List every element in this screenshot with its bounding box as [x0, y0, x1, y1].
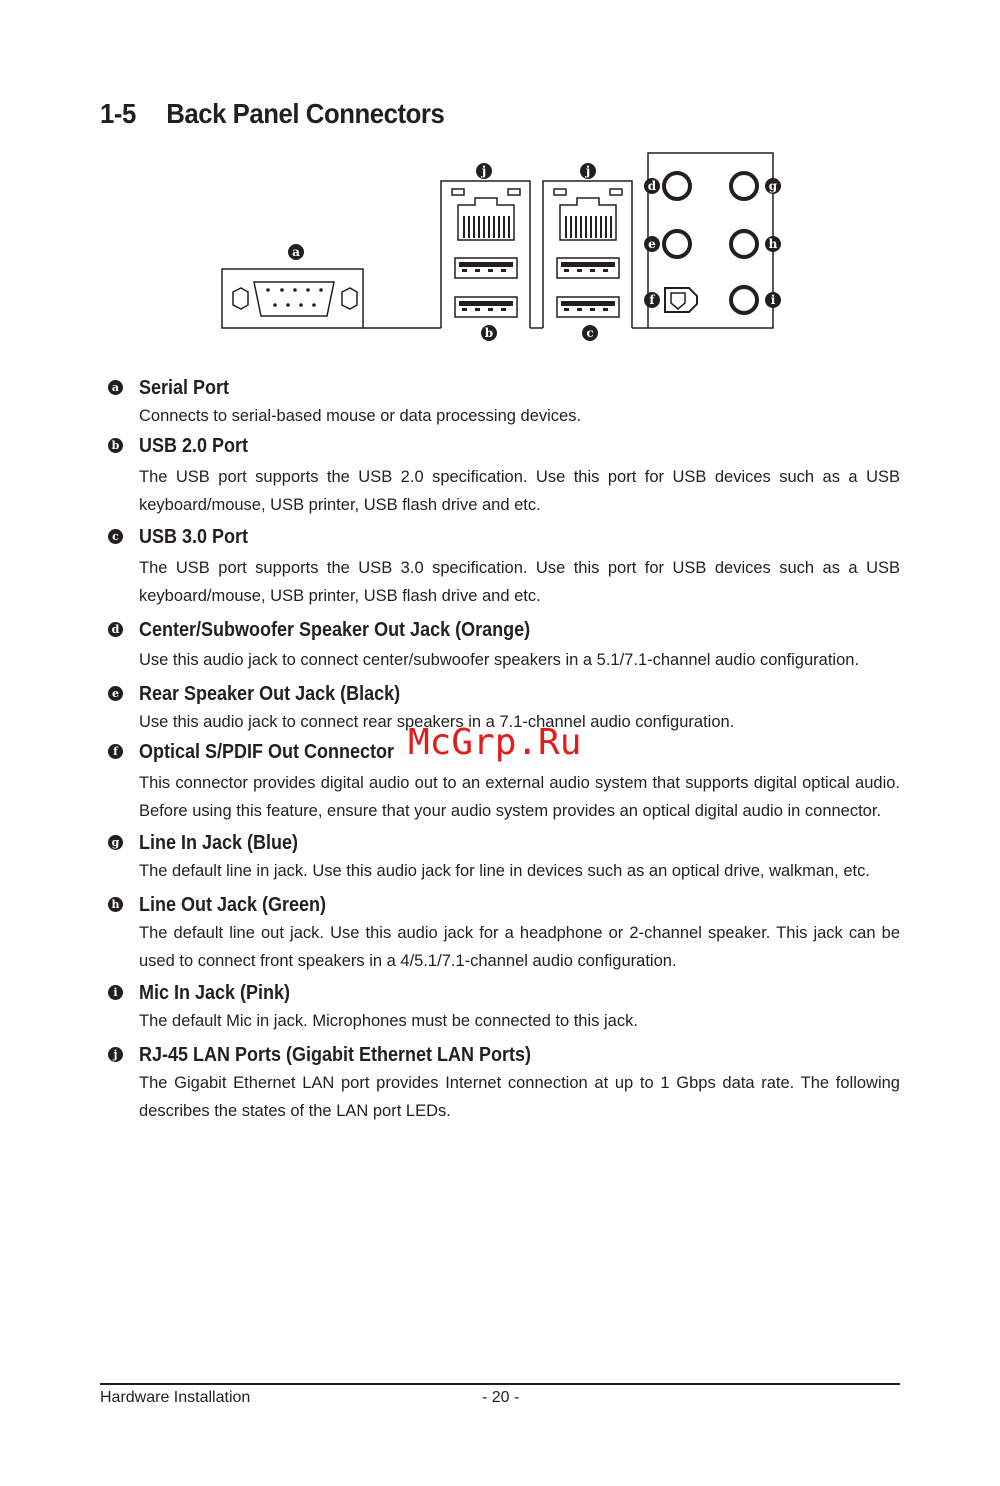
watermark-text: McGrp.Ru	[408, 722, 582, 763]
diagram-badge-d: d	[647, 179, 657, 193]
entry-title: Serial Port	[139, 377, 230, 399]
entry-title: Optical S/PDIF Out Connector	[139, 741, 395, 763]
diagram-badge-j2: j	[585, 164, 591, 178]
diagram-badge-g: g	[768, 179, 778, 193]
jack-line-in	[731, 173, 757, 199]
entry-title: Line In Jack (Blue)	[139, 832, 299, 854]
entry-badge: j	[108, 1047, 123, 1062]
entry-description: This connector provides digital audio out to an external audio system that supports digital optical audio. Before using this feature, ensure that your audio system provides an optical digital audio in connector.	[139, 774, 900, 820]
entry-line-in-jack	[100, 829, 900, 885]
diagram-badge-a: a	[292, 245, 300, 259]
jack-mic-in	[731, 287, 757, 313]
diagram-badge-f: f	[649, 293, 655, 307]
usb2-port-bottom	[455, 297, 517, 317]
entry-description: Connects to serial-based mouse or data processing devices.	[139, 407, 582, 425]
entry-title: USB 3.0 Port	[139, 526, 249, 548]
jack-line-out	[731, 231, 757, 257]
entry-title: Line Out Jack (Green)	[139, 894, 327, 916]
entry-description: The Gigabit Ethernet LAN port provides Internet connection at up to 1 Gbps data rate. The following describes the states of the LAN port LEDs.	[139, 1074, 900, 1120]
entry-title: Mic In Jack (Pink)	[139, 982, 291, 1004]
footer-page-number: - 20 -	[482, 1389, 520, 1406]
usb3-port-top	[557, 258, 619, 278]
diagram-badge-h: h	[768, 237, 778, 251]
entry-badge: c	[108, 529, 123, 544]
entry-title: Center/Subwoofer Speaker Out Jack (Orange)	[139, 619, 531, 641]
entry-description: The USB port supports the USB 2.0 specification. Use this port for USB devices such as a USB keyboard/mouse, USB printer, USB flash drive and etc.	[139, 468, 900, 514]
db9-connector	[254, 282, 334, 316]
entry-badge: g	[108, 835, 123, 850]
entry-usb2-port	[100, 432, 900, 519]
entry-description: The default line in jack. Use this audio jack for line in devices such as an optical drive, walkman, etc.	[139, 862, 870, 880]
entry-badge: a	[108, 380, 123, 395]
entry-badge: f	[108, 744, 123, 759]
diagram-badge-i: i	[770, 293, 776, 307]
entry-rj45-lan-ports	[100, 1041, 900, 1125]
section-title: Back Panel Connectors	[166, 98, 445, 129]
usb3-port-bottom	[557, 297, 619, 317]
section-number: 1-5	[100, 98, 136, 129]
entry-usb3-port	[100, 523, 900, 610]
entry-mic-in-jack	[100, 979, 900, 1035]
diagram-badge-j1: j	[481, 164, 487, 178]
serial-screw-left	[233, 288, 248, 309]
entry-title: USB 2.0 Port	[139, 435, 249, 457]
diagram-badge-e: e	[648, 237, 656, 251]
diagram-badge-c: c	[586, 326, 594, 340]
serial-screw-right	[342, 288, 357, 309]
back-panel-diagram	[0, 0, 1000, 360]
entry-description: Use this audio jack to connect rear speakers in a 7.1-channel audio configuration.	[139, 713, 735, 731]
rj45-jack-2	[560, 198, 616, 240]
entry-badge: d	[108, 622, 123, 637]
entry-badge: e	[108, 686, 123, 701]
diagram-badge-b: b	[484, 326, 494, 340]
entry-badge: b	[108, 438, 123, 453]
jack-rear-speaker	[664, 231, 690, 257]
rj45-jack-1	[458, 198, 514, 240]
entry-description: Use this audio jack to connect center/subwoofer speakers in a 5.1/7.1-channel audio configuration.	[139, 651, 860, 669]
entry-description: The USB port supports the USB 3.0 specification. Use this port for USB devices such as a USB keyboard/mouse, USB printer, USB flash drive and etc.	[139, 559, 900, 605]
spdif-optical-port	[665, 288, 697, 312]
footer-section-name: Hardware Installation	[100, 1389, 251, 1406]
page-footer	[100, 1383, 900, 1406]
usb2-port-top	[455, 258, 517, 278]
entry-serial-port	[100, 374, 900, 430]
entry-line-out-jack	[100, 891, 900, 975]
entry-center-subwoofer-jack	[100, 616, 900, 674]
entry-description: The default line out jack. Use this audio jack for a headphone or 2-channel speaker. This jack can be used to connect front speakers in a 4/5.1/7.1-channel audio configuration.	[139, 924, 900, 970]
entry-badge: h	[108, 897, 123, 912]
entry-title: Rear Speaker Out Jack (Black)	[139, 683, 401, 705]
jack-center-subwoofer	[664, 173, 690, 199]
entry-badge: i	[108, 985, 123, 1000]
entry-title: RJ-45 LAN Ports (Gigabit Ethernet LAN Ports)	[139, 1044, 532, 1066]
entry-description: The default Mic in jack. Microphones must be connected to this jack.	[139, 1012, 638, 1030]
